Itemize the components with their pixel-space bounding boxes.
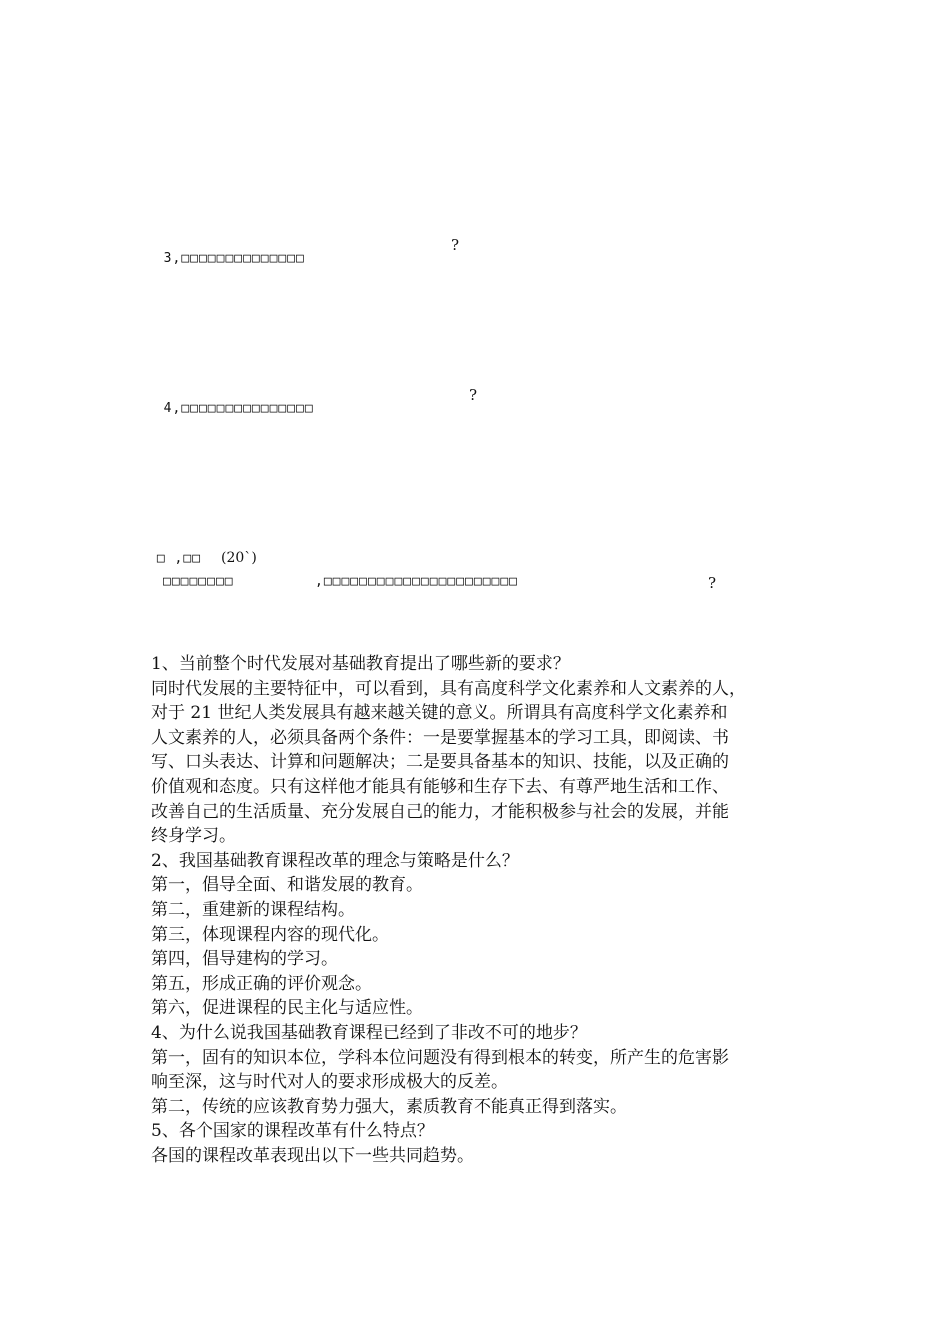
list-item: 第五，形成正确的评价观念。 <box>151 973 372 994</box>
paragraph-line: 第一，固有的知识本位，学科本位问题没有得到根本的转变，所产生的危害影 <box>151 1047 729 1068</box>
section-lead: □ ,□□ <box>156 551 202 566</box>
section-prompt-mark: ? <box>708 574 717 592</box>
paragraph-line: 价值观和态度。只有这样他才能具有能够和生存下去、有尊严地生活和工作、 <box>151 776 729 797</box>
paragraph-line: 人文素养的人，必须具备两个条件：一是要掌握基本的学习工具，即阅读、书 <box>151 727 729 748</box>
question-4-garbled <box>146 386 314 416</box>
question-heading: 1、当前整个时代发展对基础教育提出了哪些新的要求？ <box>151 654 570 674</box>
paragraph-line: 对于 21 世纪人类发展具有越来越关键的意义。所谓具有高度科学文化素养和 <box>151 703 728 724</box>
question-3-number: 3, <box>163 251 182 266</box>
section-heading <box>148 534 257 566</box>
list-item: 第六，促进课程的民主化与适应性。 <box>151 998 423 1019</box>
question-heading: 2、我国基础教育课程改革的理念与策略是什么？ <box>151 850 519 871</box>
paragraph-line: 写、口头表达、计算和问题解决；二是要具备基本的知识、技能，以及正确的 <box>151 752 729 773</box>
section-prompt-b: ,□□□□□□□□□□□□□□□□□□□□□□ <box>315 574 519 589</box>
list-item: 第四，倡导建构的学习。 <box>151 949 338 970</box>
section-prompt-a: □□□□□□□□ <box>163 574 234 589</box>
question-4-mark: ? <box>469 386 478 404</box>
paragraph-line: 各国的课程改革表现出以下一些共同趋势。 <box>151 1145 474 1166</box>
question-3-mark: ? <box>451 236 460 254</box>
list-item: 第二，重建新的课程结构。 <box>151 899 355 920</box>
question-3-garbled <box>146 236 305 266</box>
paragraph-line: 同时代发展的主要特征中，可以看到，具有高度科学文化素养和人文素养的人， <box>151 678 746 699</box>
paragraph-line: 响至深，这与时代对人的要求形成极大的反差。 <box>151 1072 508 1093</box>
paragraph-line: 改善自己的生活质量、充分发展自己的能力，才能积极参与社会的发展，并能 <box>151 801 729 822</box>
list-item: 第一，倡导全面、和谐发展的教育。 <box>151 875 423 896</box>
paragraph-line: 第二，传统的应该教育势力强大，素质教育不能真正得到落实。 <box>151 1096 627 1117</box>
question-heading: 4、为什么说我国基础教育课程已经到了非改不可的地步？ <box>151 1022 587 1043</box>
question-3-text: □□□□□□□□□□□□□□ <box>181 251 305 266</box>
paragraph-line: 终身学习。 <box>151 826 236 847</box>
question-heading: 5、各个国家的课程改革有什么特点？ <box>151 1121 434 1142</box>
question-4-text: □□□□□□□□□□□□□□□ <box>181 401 314 416</box>
list-item: 第三，体现课程内容的现代化。 <box>151 924 389 945</box>
section-score: (20`) <box>221 550 257 566</box>
answer-body <box>151 652 811 1168</box>
question-4-number: 4, <box>163 401 182 416</box>
